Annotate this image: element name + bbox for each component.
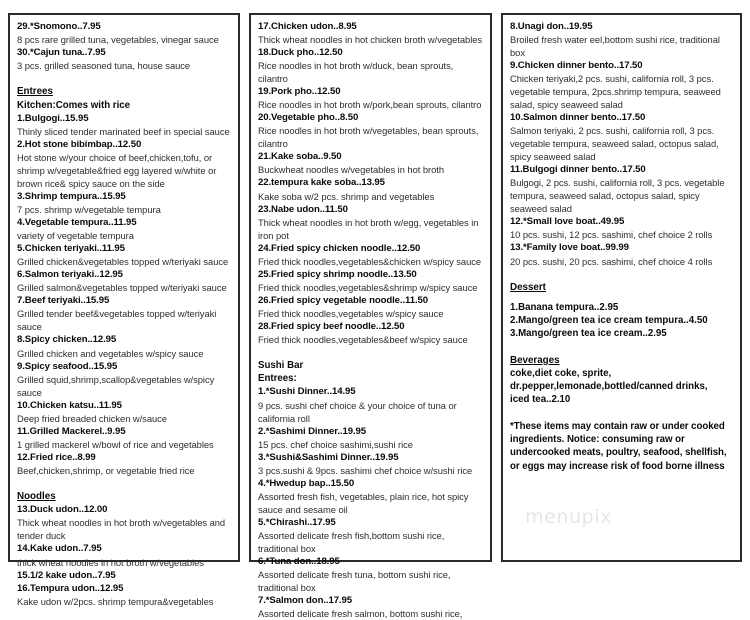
menu-item xyxy=(258,320,484,346)
menu-item-name: 16.Tempura udon..12.95 xyxy=(17,582,124,594)
menu-item-name: 21.Kake soba..9.50 xyxy=(258,151,342,163)
beverage-line: iced tea..2.10 xyxy=(510,394,571,406)
menu-item-name: 13.*Family love boat..99.99 xyxy=(510,242,629,254)
menu-item-description: Fried thick noodles,vegetables&shrimp w/spicy sauce xyxy=(258,281,478,293)
menu-item-description: Fried thick noodles,vegetables&beef w/spicy sauce xyxy=(258,334,468,346)
menu-item xyxy=(17,138,232,190)
menu-item xyxy=(258,555,484,594)
section-spacer xyxy=(510,341,734,354)
menu-item-description: Bulgogi, 2 pcs. sushi, california roll, 3 pcs. vegetable tempura, seaweed salad, octopus salad, spicy seaweed salad xyxy=(510,177,725,215)
beverage-line: dr.pepper,lemonade,bottled/canned drinks, xyxy=(510,381,708,393)
menu-item-description: 7 pcs. shrimp w/vegetable tempura xyxy=(17,204,161,216)
menu-item-name: 19.Pork pho..12.50 xyxy=(258,86,341,98)
menu-item xyxy=(258,203,484,242)
menu-section-heading: Dessert xyxy=(510,281,546,293)
menu-item-description: Deep fried breaded chicken w/sauce xyxy=(17,412,167,424)
menu-item-description: 10 pcs. sushi, 12 pcs. sashimi, chef choice 2 rolls xyxy=(510,229,713,241)
menu-item-description: Kake soba w/2 pcs. shrimp and vegetables xyxy=(258,190,435,202)
menu-item-name: 12.*Small love boat..49.95 xyxy=(510,216,625,228)
menu-subheading: 1.Banana tempura..2.95 xyxy=(510,301,619,313)
menu-item xyxy=(17,242,232,268)
menu-item-name: 9.Spicy seafood..15.95 xyxy=(17,360,118,372)
menu-item-name: 15.1/2 kake udon..7.95 xyxy=(17,569,116,581)
allergen-notice: *These items may contain raw or under cooked ingredients. Notice: consuming raw or undercooked meats, poultry, seafood, shellfish, or eggs may increase risk of food borne illness xyxy=(510,420,727,472)
menu-item-description: 3 pcs. grilled seasoned tuna, house sauce xyxy=(17,60,191,72)
menu-item xyxy=(17,582,232,608)
menu-item-name: 24.Fried spicy chicken noodle..12.50 xyxy=(258,242,421,254)
menu-subheading: Entrees: xyxy=(258,373,297,385)
menu-columns xyxy=(8,13,742,620)
menu-item-description: Thick wheat noodles in hot broth w/egg, vegetables in iron pot xyxy=(258,216,479,241)
menu-item-description: Kake udon w/2pcs. shrimp tempura&vegetables xyxy=(17,595,214,607)
menu-item xyxy=(510,20,734,59)
menu-item-name: 6.Salmon teriyaki..12.95 xyxy=(17,269,123,281)
menu-item-name: 9.Chicken dinner bento..17.50 xyxy=(510,60,643,72)
menu-item xyxy=(17,46,232,72)
menu-subheading: 3.Mango/green tea ice cream..2.95 xyxy=(510,328,667,340)
menu-item-name: 5.*Chirashi..17.95 xyxy=(258,516,336,528)
menu-item-name: 10.Chicken katsu..11.95 xyxy=(17,399,122,411)
menu-item xyxy=(258,268,484,294)
menu-item-description: Hot stone w/your choice of beef,chicken,tofu, or shrimp w/vegetable&fried egg layered w/white or brown rice& spicy sauce on the side xyxy=(17,151,217,189)
menu-item xyxy=(17,20,232,46)
menu-item-name: 8.Spicy chicken..12.95 xyxy=(17,334,117,346)
menu-item xyxy=(258,294,484,320)
menu-item-description: thick wheat noodles in hot broth w/vegetables xyxy=(17,556,204,568)
menu-item-description: Thick wheat noodles in hot broth w/vegetables and tender duck xyxy=(17,517,226,542)
menu-item-name: 20.Vegetable pho..8.50 xyxy=(258,112,359,124)
menu-item-name: 28.Fried spicy beef noodle..12.50 xyxy=(258,320,405,332)
menu-item xyxy=(258,594,484,620)
menu-item-name: 12.Fried rice..8.99 xyxy=(17,451,96,463)
menu-item-description: Grilled salmon&vegetables topped w/teriyaki sauce xyxy=(17,282,227,294)
menu-subheading: 2.Mango/green tea ice cream tempura..4.50 xyxy=(510,315,708,327)
menu-item xyxy=(17,268,232,294)
menu-item-name: 7.*Salmon don..17.95 xyxy=(258,595,352,606)
menu-item-name: 11.Bulgogi dinner bento..17.50 xyxy=(510,164,646,176)
menu-item-description: Thinly sliced tender marinated beef in special sauce xyxy=(17,125,230,137)
menu-item-name: 23.Nabe udon..11.50 xyxy=(258,203,348,215)
menu-item xyxy=(17,360,232,399)
menu-item xyxy=(258,242,484,268)
menu-item xyxy=(258,451,484,477)
menu-item xyxy=(510,241,734,267)
menu-item-description: 15 pcs. chef choice sashimi,sushi rice xyxy=(258,438,413,450)
menu-item-name: 3.Shrimp tempura..15.95 xyxy=(17,190,126,202)
menu-item xyxy=(258,425,484,451)
menu-item-name: 25.Fried spicy shrimp noodle..13.50 xyxy=(258,268,417,280)
menu-item-name: 18.Duck pho..12.50 xyxy=(258,47,343,59)
section-spacer xyxy=(510,268,734,281)
section-spacer xyxy=(17,477,232,490)
menu-item xyxy=(17,112,232,138)
menu-item-description: Grilled tender beef&vegetables topped w/teriyaki sauce xyxy=(17,308,217,333)
menu-item-description: 9 pcs. sushi chef choice & your choice of tuna or california roll xyxy=(258,399,457,424)
menu-column-middle xyxy=(249,13,492,620)
menu-item xyxy=(17,190,232,216)
menu-item xyxy=(17,425,232,451)
menu-item xyxy=(258,516,484,555)
menu-item-description: Broiled fresh water eel,bottom sushi rice, traditional box xyxy=(510,34,720,59)
menu-item xyxy=(258,20,484,46)
menu-item-description: Chicken teriyaki,2 pcs. sushi, california roll, 3 pcs. vegetable tempura, 2pcs.shrimp tempura, seaweed salad, spicy seaweed salad xyxy=(510,73,721,111)
menu-item-name: 30.*Cajun tuna..7.95 xyxy=(17,47,106,59)
menu-item-name: 17.Chicken udon..8.95 xyxy=(258,21,357,32)
menu-item-description: Beef,chicken,shrimp, or vegetable fried rice xyxy=(17,464,195,476)
menu-item-description: Grilled chicken&vegetables topped w/teriyaki sauce xyxy=(17,256,229,268)
beverage-line: coke,diet coke, sprite, xyxy=(510,367,612,379)
menu-item xyxy=(258,385,484,424)
menu-section-heading: Noodles xyxy=(17,490,56,502)
menu-item-description: Assorted delicate fresh tuna, bottom sushi rice, traditional box xyxy=(258,569,451,593)
menu-item xyxy=(17,216,232,242)
menu-item-description: Assorted delicate fresh salmon, bottom sushi rice, xyxy=(258,608,463,620)
menu-item xyxy=(17,451,232,477)
menu-section-heading: Beverages xyxy=(510,354,560,366)
menupix-watermark: menupix xyxy=(525,506,613,528)
menu-subheading: Kitchen:Comes with rice xyxy=(17,99,131,111)
menu-item-description: Salmon teriyaki, 2 pcs. sushi, california roll, 3 pcs. vegetable tempura, seaweed salad, octopus salad, spicy seaweed salad xyxy=(510,125,719,163)
menu-item xyxy=(17,399,232,425)
section-spacer xyxy=(510,294,734,301)
menu-item xyxy=(17,542,232,568)
menu-item-description: 1 grilled mackerel w/bowl of rice and vegetables xyxy=(17,438,214,450)
menu-item xyxy=(258,176,484,202)
menu-item-description: 3 pcs.sushi & 9pcs. sashimi chef choice w/sushi rice xyxy=(258,464,473,476)
menu-item-description: 20 pcs. sushi, 20 pcs. sashimi, chef choice 4 rolls xyxy=(510,255,713,267)
section-spacer xyxy=(510,407,734,420)
menu-item xyxy=(258,150,484,176)
menu-section-heading: Entrees xyxy=(17,86,53,98)
menu-item-name: 8.Unagi don..19.95 xyxy=(510,21,593,32)
menu-item xyxy=(510,215,734,241)
menu-item-name: 4.Vegetable tempura..11.95 xyxy=(17,217,137,229)
menu-item-description: Fried thick noodles,vegetables w/spicy sauce xyxy=(258,307,444,319)
menu-item-name: 1.Bulgogi..15.95 xyxy=(17,112,89,124)
menu-item-description: Assorted delicate fresh fish,bottom sushi rice, traditional box xyxy=(258,529,445,554)
menu-item-description: Rice noodles in hot broth w/duck, bean sprouts, cilantro xyxy=(258,60,454,85)
menu-item-name: 14.Kake udon..7.95 xyxy=(17,543,102,555)
menu-item-description: Rice noodles in hot broth w/pork,bean sprouts, cilantro xyxy=(258,99,482,111)
menu-item-description: Grilled chicken and vegetables w/spicy sauce xyxy=(17,347,204,359)
menu-item-description: 8 pcs rare grilled tuna, vegetables, vinegar sauce xyxy=(17,34,219,46)
menu-item-name: 4.*Hwedup bap..15.50 xyxy=(258,477,355,489)
menu-item-description: Thick wheat noodles in hot chicken broth w/vegetables xyxy=(258,34,483,46)
menu-item xyxy=(510,111,734,163)
menu-item-name: 29.*Snomono..7.95 xyxy=(17,21,101,32)
menu-item-description: Fried thick noodles,vegetables&chicken w/spicy sauce xyxy=(258,255,482,267)
menu-item-name: 26.Fried spicy vegetable noodle..11.50 xyxy=(258,294,429,306)
section-spacer xyxy=(258,346,484,359)
menu-item-description: Grilled squid,shrimp,scallop&vegetables w/spicy sauce xyxy=(17,373,215,398)
menu-item xyxy=(510,163,734,215)
menu-item-name: 5.Chicken teriyaki..11.95 xyxy=(17,243,125,255)
menu-item-name: 6.*Tuna don..18.95 xyxy=(258,555,340,567)
section-spacer xyxy=(17,72,232,85)
menu-item xyxy=(17,333,232,359)
menu-subheading: Sushi Bar xyxy=(258,360,304,372)
menu-item xyxy=(258,111,484,150)
menu-item-name: 1.*Sushi Dinner..14.95 xyxy=(258,386,356,398)
menu-item xyxy=(17,503,232,542)
menu-column-left xyxy=(8,13,240,607)
menu-item xyxy=(258,477,484,516)
menu-item-name: 2.Hot stone bibimbap..12.50 xyxy=(17,138,142,150)
menu-item-name: 3.*Sushi&Sashimi Dinner..19.95 xyxy=(258,451,399,463)
menu-item-name: 11.Grilled Mackerel..9.95 xyxy=(17,425,126,437)
menu-item xyxy=(258,85,484,111)
menu-item xyxy=(510,59,734,111)
menu-item xyxy=(17,294,232,333)
menu-column-right xyxy=(501,13,742,562)
menu-item-description: Rice noodles in hot broth w/vegetables, bean sprouts, cilantro xyxy=(258,125,479,150)
menu-item-description: Assorted fresh fish, vegetables, plain rice, hot spicy sauce and sesame oil xyxy=(258,490,469,515)
menu-item-name: 7.Beef teriyaki..15.95 xyxy=(17,295,110,307)
menu-item-name: 22.tempura kake soba..13.95 xyxy=(258,177,385,189)
menu-item xyxy=(17,569,232,582)
menu-item-description: Buckwheat noodles w/vegetables in hot broth xyxy=(258,164,444,176)
menu-item-description: variety of vegetable tempura xyxy=(17,230,134,242)
menu-item-name: 10.Salmon dinner bento..17.50 xyxy=(510,112,646,124)
menu-item-name: 13.Duck udon..12.00 xyxy=(17,504,108,516)
menu-item xyxy=(258,46,484,85)
menu-item-name: 2.*Sashimi Dinner..19.95 xyxy=(258,425,366,437)
